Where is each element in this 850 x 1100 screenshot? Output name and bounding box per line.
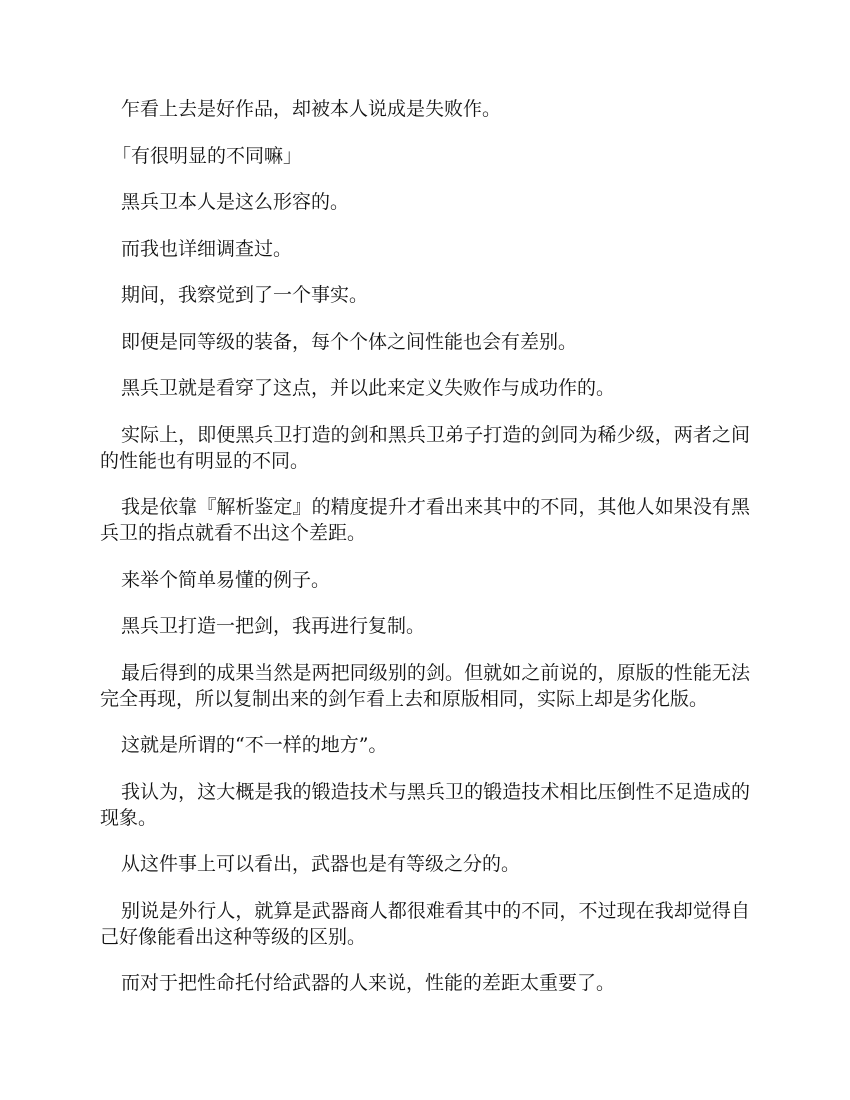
paragraph: 别说是外行人，就算是武器商人都很难看其中的不同，不过现在我却觉得自己好像能看出这种等级的区别。: [100, 899, 750, 948]
paragraph: 黑兵卫打造一把剑，我再进行复制。: [121, 615, 426, 637]
paragraph: 黑兵卫本人是这么形容的。: [121, 191, 350, 213]
paragraph: 黑兵卫就是看穿了这点，并以此来定义失败作与成功作的。: [121, 377, 616, 399]
paragraph: 这就是所谓的“不一样的地方”。: [121, 734, 388, 756]
paragraph: 实际上，即便黑兵卫打造的剑和黑兵卫弟子打造的剑同为稀少级，两者之间的性能也有明显的不同。: [100, 423, 750, 472]
paragraph: 即便是同等级的装备，每个个体之间性能也会有差别。: [121, 330, 578, 353]
paragraph-dialogue: 「有很明显的不同嘛」: [112, 144, 303, 167]
paragraph: 从这件事上可以看出，武器也是有等级之分的。: [121, 853, 521, 875]
paragraph: 而我也详细调查过。: [121, 237, 293, 260]
paragraph: 我是依靠『解析鉴定』的精度提升才看出来其中的不同，其他人如果没有黑兵卫的指点就看不出这个差距。: [100, 496, 750, 544]
paragraph: 期间，我察觉到了一个事实。: [121, 284, 369, 306]
paragraph: 而对于把性命托付给武器的人来说，性能的差距太重要了。: [121, 972, 616, 994]
paragraph: 来举个简单易懂的例子。: [121, 568, 331, 591]
paragraph: 我认为，这大概是我的锻造技术与黑兵卫的锻造技术相比压倒性不足造成的现象。: [100, 780, 750, 829]
paragraph: 乍看上去是好作品，却被本人说成是失败作。: [121, 98, 502, 120]
paragraph: 最后得到的成果当然是两把同级别的剑。但就如之前说的，原版的性能无法完全再现，所以复制出来的剑乍看上去和原版相同，实际上却是劣化版。: [100, 661, 750, 710]
document-body: [100, 96, 750, 1017]
